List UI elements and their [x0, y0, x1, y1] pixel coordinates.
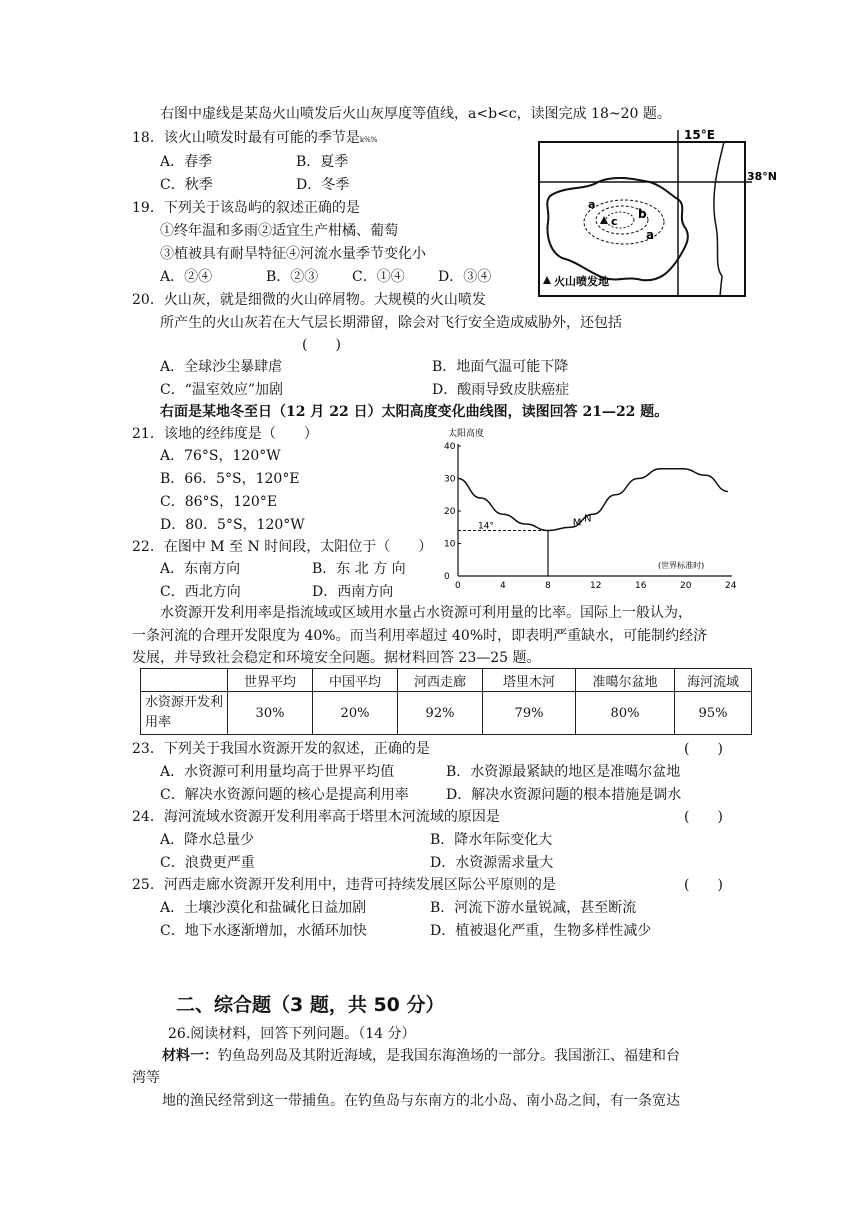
q25-stem: 25．河西走廊水资源开发利用中，违背可持续发展区际公平原则的是 [132, 877, 556, 893]
label-c: c [611, 215, 618, 228]
q22-option-b: B．东 北 方 向 [312, 561, 406, 577]
lon-label: 15°E [684, 128, 715, 142]
q23-option-a: A．水资源可利用量均高于世界平均值 [160, 764, 395, 780]
table-cell: 20% [313, 692, 398, 735]
q19-line2: ③植被具有耐旱特征④河流水量季节变化小 [160, 246, 426, 262]
q19-option-d: D．③④ [438, 269, 492, 285]
x-tick-label: 12 [590, 581, 602, 591]
table-cell: 30% [228, 692, 313, 735]
q19-stem: 19．下列关于该岛屿的叙述正确的是 [132, 200, 360, 216]
table-cell: 92% [398, 692, 483, 735]
q18-option-c: C．秋季 [160, 177, 213, 193]
legend-volcano-icon [543, 276, 551, 284]
y-tick-label: 10 [444, 539, 456, 550]
q24-option-b: B．降水年际变化大 [430, 832, 553, 848]
q20-stem: 20．火山灰，就是细微的火山碎屑物。大规模的火山喷发 [132, 292, 486, 308]
q23-option-b: B．水资源最紧缺的地区是准噶尔盆地 [446, 764, 681, 780]
table-header-cell: 中国平均 [313, 669, 398, 692]
q21-option-b: B．66．5°S，120°E [160, 471, 300, 487]
q18-option-d: D．冬季 [296, 177, 350, 193]
q22-option-c: C．西北方向 [160, 584, 241, 600]
q24-stem: 24．海河流域水资源开发利用率高于塔里木河流域的原因是 [132, 809, 500, 825]
lat-label: 38°N [747, 170, 778, 183]
q25-option-a: A．土壤沙漠化和盐碱化日益加剧 [160, 900, 367, 916]
table-cell: 79% [483, 692, 576, 735]
label-a1: a [646, 228, 655, 242]
table-header-cell: 河西走廊 [398, 669, 483, 692]
q18-option-b: B．夏季 [296, 154, 349, 170]
material-label: 材料一： [162, 1048, 218, 1064]
volcano-island-map [538, 126, 778, 298]
q18-stem: 18．该火山喷发时最有可能的季节是k%% [132, 130, 378, 146]
q21-option-a: A．76°S，120°W [160, 448, 281, 464]
q26-material-line1: 材料一：钓鱼岛列岛及其附近海域，是我国东海渔场的一部分。我国浙江、福建和台 [162, 1048, 680, 1064]
q24-option-c: C．浪费更严重 [160, 855, 255, 871]
coastline [714, 142, 724, 296]
q21-stem: 21．该地的经纬度是（ ） [132, 426, 318, 442]
q19-option-a: A．②④ [160, 269, 213, 285]
q23-paren: ( ) [684, 741, 723, 757]
table-header-cell: 海河流域 [675, 669, 752, 692]
q19-line1: ①终年温和多雨②适宜生产柑橘、葡萄 [160, 223, 398, 239]
table-row-header: 水资源开发利用率 [141, 692, 228, 735]
point-n-label: N [584, 513, 592, 525]
q21-option-d: D．80．5°S，120°W [160, 517, 305, 533]
q23-stem: 23．下列关于我国水资源开发的叙述，正确的是 [132, 741, 430, 757]
point-m-label: M [572, 517, 582, 529]
q20-option-c: C．“温室效应”加剧 [160, 382, 284, 398]
x-tick-label: 24 [725, 581, 737, 591]
island-outline [547, 178, 688, 280]
y-tick-label: 20 [444, 507, 456, 517]
table-header-cell: 世界平均 [228, 669, 313, 692]
chart-xlabel: (世界标准时) [658, 561, 705, 570]
q25-paren: ( ) [684, 877, 723, 893]
q24-paren: ( ) [684, 809, 723, 825]
q20-option-d: D．酸雨导致皮肤癌症 [432, 382, 570, 398]
q18-option-a: A．春季 [160, 154, 213, 170]
legend-label: 火山喷发地 [554, 275, 609, 288]
passage-line1: 水资源开发利用率是指流域或区域用水量占水资源可利用量的比率。国际上一般认为， [160, 605, 692, 621]
passage-line2: 一条河流的合理开发限度为 40%。而当利用率超过 40%时，即表明严重缺水，可能制约经济 [132, 628, 708, 644]
x-tick-label: 16 [635, 581, 647, 591]
x-tick-label: 4 [500, 581, 506, 591]
y-tick-label: 0 [444, 572, 450, 582]
table-header-cell: 塔里木河 [483, 669, 576, 692]
table-header-cell: 准噶尔盆地 [576, 669, 675, 692]
label-b: b [638, 207, 647, 221]
q20-line2: 所产生的火山灰若在大气层长期滞留，除会对飞行安全造成威胁外，还包括 [160, 315, 622, 331]
table-cell: 80% [576, 692, 675, 735]
q22-stem: 22．在图中 M 至 N 时间段，太阳位于（ ） [132, 539, 433, 555]
y-tick-label: 30 [444, 474, 456, 485]
q21-option-c: C．86°S，120°E [160, 494, 278, 510]
min-altitude-label: 14° [478, 521, 494, 532]
passage-line3: 发展，并导致社会稳定和环境安全问题。据材料回答 23—25 题。 [132, 650, 541, 666]
q24-option-a: A．降水总量少 [160, 832, 255, 848]
y-tick-label: 40 [444, 442, 456, 452]
q26-material-line2: 湾等 [132, 1070, 160, 1086]
chart-ylabel: 太阳高度 [448, 429, 485, 439]
intro-21-22: 右面是某地冬至日（12 月 22 日）太阳高度变化曲线图，读图回答 21—22 题。 [160, 404, 669, 420]
q20-option-a: A．全球沙尘暴肆虐 [160, 359, 283, 375]
altitude-curve [458, 469, 728, 531]
sun-altitude-chart [440, 424, 740, 594]
q25-option-c: C．地下水逐渐增加，水循环加快 [160, 923, 367, 939]
table-corner-cell [141, 669, 228, 692]
q22-option-d: D．西南方向 [312, 584, 394, 600]
q19-option-c: C．①④ [352, 269, 405, 285]
q26-stem: 26.阅读材料，回答下列问题。（14 分） [168, 1026, 416, 1042]
section-title: 二、综合题（3 题，共 50 分） [176, 994, 445, 1016]
table-cell: 95% [675, 692, 752, 735]
q26-material-line3: 地的渔民经常到这一带捕鱼。在钓鱼岛与东南方的北小岛、南小岛之间，有一条宽达 [162, 1093, 680, 1109]
q24-option-d: D．水资源需求量大 [430, 855, 554, 871]
q20-paren: ( ) [302, 337, 341, 353]
q23-option-d: D．解决水资源问题的根本措施是调水 [446, 787, 682, 803]
label-a2: a [588, 198, 596, 211]
x-tick-label: 0 [455, 581, 461, 591]
table-row [141, 692, 752, 735]
intro-18-20: 右图中虚线是某岛火山喷发后火山灰厚度等值线，a<b<c，读图完成 18~20 题。 [160, 106, 671, 122]
q23-option-c: C．解决水资源问题的核心是提高利用率 [160, 787, 409, 803]
q20-option-b: B．地面气温可能下降 [432, 359, 569, 375]
table-header-row [141, 669, 752, 692]
water-resource-table [140, 668, 752, 735]
q25-option-b: B．河流下游水量锐减，甚至断流 [430, 900, 637, 916]
q22-option-a: A．东南方向 [160, 561, 241, 577]
q19-option-b: B．②③ [266, 269, 319, 285]
q25-option-d: D．植被退化严重，生物多样性减少 [430, 923, 652, 939]
x-tick-label: 8 [545, 581, 551, 591]
x-tick-label: 20 [680, 581, 692, 591]
